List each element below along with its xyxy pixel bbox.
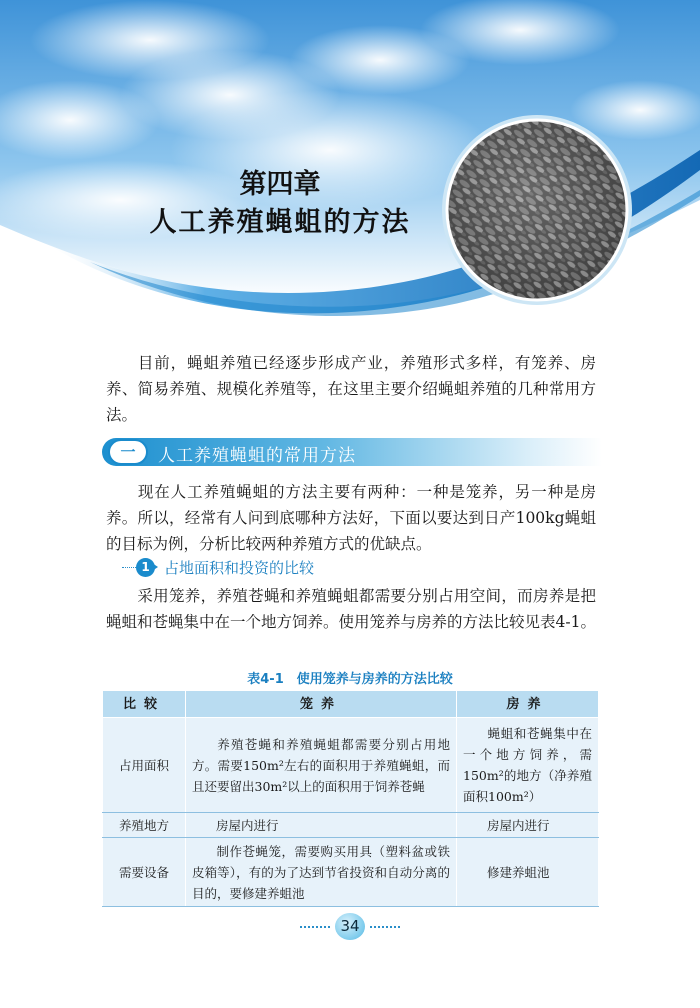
- table-cell-room: [457, 718, 599, 813]
- cell-text: 制作苍蝇笼，需要购买用具（塑料盆或铁皮箱等），有的为了达到节省投资和自动分离的目的，要修建养蛆池: [192, 843, 450, 901]
- subsection-text: 采用笼养，养殖苍蝇和养殖蝇蛆都需要分别占用空间，而房养是把蝇蛆和苍蝇集中在一个地方饲养。使用笼养与房养的方法比较见表4-1。: [106, 587, 596, 631]
- table-cell-room: [457, 838, 599, 907]
- table-cell-room: [457, 813, 599, 838]
- table-header-cell: 房养: [457, 691, 599, 718]
- cell-text: 房屋内进行: [487, 817, 550, 833]
- table-cell-cage: [186, 718, 457, 813]
- table-row: [103, 813, 599, 838]
- chapter-header-banner: [0, 0, 700, 345]
- cell-text: 修建养蛆池: [487, 864, 550, 880]
- table-cell-label: 养殖地方: [103, 813, 186, 838]
- subsection-paragraph: [106, 583, 596, 635]
- table-cell-label: 需要设备: [103, 838, 186, 907]
- table-header-cell: 比较: [103, 691, 186, 718]
- dotted-line-decoration: [370, 926, 400, 928]
- dotted-line-decoration: [300, 926, 330, 928]
- cell-text: 房屋内进行: [216, 817, 279, 833]
- comparison-table: [102, 690, 599, 907]
- chapter-number: 第四章: [239, 169, 321, 200]
- table-caption: 表4-1 使用笼养与房养的方法比较: [247, 672, 453, 687]
- cell-text: 蝇蛆和苍蝇集中在一个地方饲养，需150m²的地方（净养殖面积100m²）: [463, 726, 592, 804]
- page-number: 34: [335, 913, 365, 940]
- section-heading: [102, 438, 602, 466]
- table-cell-cage: [186, 813, 457, 838]
- table-header-cell: 笼养: [186, 691, 457, 718]
- arrow-icon: [152, 563, 158, 571]
- table-cell-label: 占用面积: [103, 718, 186, 813]
- subsection-title: 占地面积和投资的比较: [164, 559, 315, 577]
- section-number: 一: [108, 439, 148, 465]
- subsection-number: 1: [136, 558, 155, 577]
- table-row: [103, 838, 599, 907]
- table-header-row: [103, 691, 599, 718]
- section-title: 人工养殖蝇蛆的常用方法: [158, 446, 356, 466]
- page-number-footer: [300, 910, 400, 940]
- section-text: 现在人工养殖蝇蛆的方法主要有两种：一种是笼养，另一种是房养。所以，经常有人问到底哪种方法好，下面以要达到日产100kg蝇蛆的目标为例，分析比较两种养殖方式的优缺点。: [106, 483, 596, 553]
- cell-text: 养殖苍蝇和养殖蝇蛆都需要分别占用地方。需要150m²左右的面积用于养殖蝇蛆，而且还要留出30m²以上的面积用于饲养苍蝇: [192, 736, 450, 794]
- intro-text: 目前，蝇蛆养殖已经逐步形成产业，养殖形式多样，有笼养、房养、简易养殖、规模化养殖等，在这里主要介绍蝇蛆养殖的几种常用方法。: [106, 354, 596, 424]
- section-paragraph: [106, 479, 596, 557]
- chapter-title: 人工养殖蝇蛆的方法: [149, 207, 411, 238]
- table-cell-cage: [186, 838, 457, 907]
- intro-paragraph: [106, 350, 596, 428]
- table-row: [103, 718, 599, 813]
